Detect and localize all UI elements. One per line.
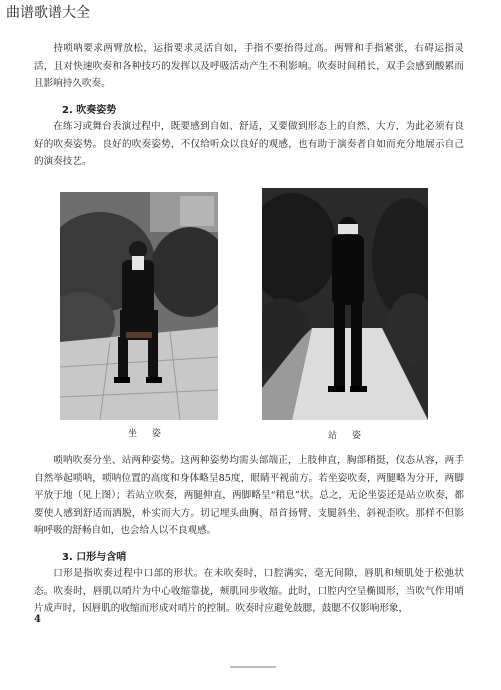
paragraph-holding-posture: 持唢呐要求两臂放松，运指要求灵活自如，手指不要抬得过高。两臂和手指紧张，右碍运指灵活，且对快速吹奏和各种技巧的发挥以及呼吸活动产生不利影响。吹奏时间稍长，双手会感到酸累而且影响持久吹奏。 [34, 43, 464, 89]
caption-sitting-posture: 坐 姿 [128, 429, 167, 439]
caption-standing-posture: 站 姿 [328, 431, 367, 441]
section-heading-mouth-shape: 3. 口形与含哨 [62, 552, 127, 563]
section-heading-playing-posture: 2. 吹奏姿势 [62, 105, 117, 116]
page-number: 4 [34, 614, 41, 625]
standing-posture-photo [262, 188, 428, 420]
paragraph-mouth-shape: 口形是指吹奏过程中口部的形状。在未吹奏时，口腔满实，毫无间隙，唇肌和颊肌处于松弛状态。吹奏时，唇肌以哨片为中心收缩靠拢，颊肌同步收缩。此时，口腔内空呈椭圆形，当吹气作用哨片成声时，因唇肌的收缩而形成对哨片的控制。吹奏时应避免鼓腮，鼓腮不仅影响形象， [34, 568, 464, 614]
sitting-posture-illustration [60, 192, 218, 420]
site-watermark: 曲谱歌谱大全 [6, 5, 90, 21]
paragraph-playing-posture: 在练习或舞台表演过程中，既要感到自如、舒适，又要做到形态上的自然、大方，为此必须有良好的吹奏姿势。良好的吹奏姿势，不仅给听众以良好的观感，也有助于演奏者自如而充分地展示自己的演奏技艺。 [34, 121, 464, 167]
standing-posture-illustration [262, 188, 428, 420]
scan-artifact [230, 666, 276, 668]
paragraph-posture-types: 唢呐吹奏分坐、站两种姿势。这两种姿势均需头部端正，上肢伸直，胸部稍挺，仪态从容，两手自然举起唢呐，唢呐位置的高度和身体略呈85度，眼睛平视前方。若坐姿吹奏，两腿略为分开，两脚平放于地（见上图）；若站立吹奏，两腿伸直，两脚略呈“稍息”状。总之，无论坐姿还是站立吹奏，都要使人感到舒适而洒脱，朴实而大方。切记埋头曲胸、昂首扬臂、支腿斜坐、斜视歪吹。那样不但影响呼吸的舒畅自如，也会给人以不良观感。 [34, 455, 464, 536]
sitting-posture-photo [60, 192, 218, 420]
